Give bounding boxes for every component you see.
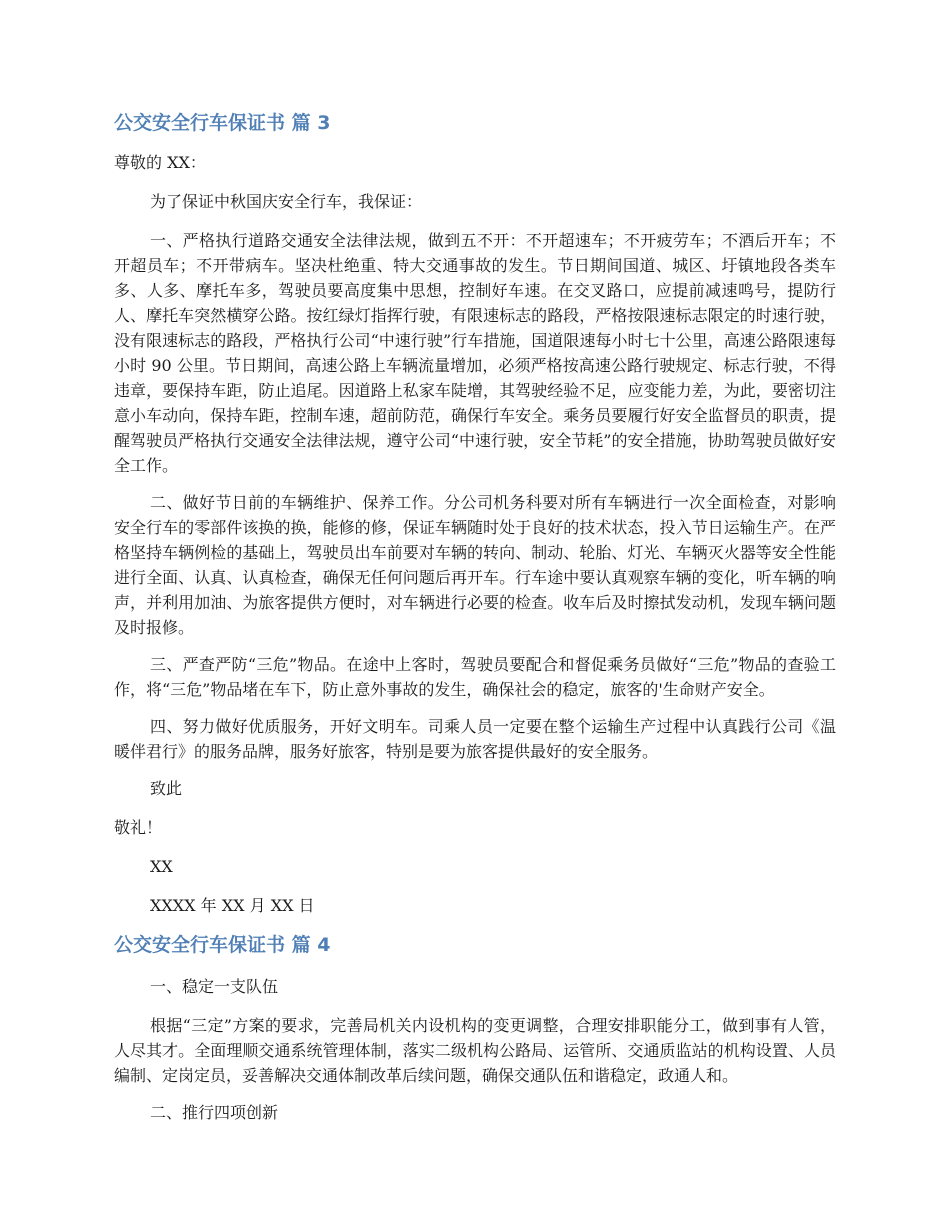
regards-line: 敬礼！ <box>114 818 163 837</box>
section-3-title: 公交安全行车保证书 篇 3 <box>114 112 331 134</box>
signature: XX <box>150 857 173 876</box>
section-4-item-2: 二、推行四项创新 <box>150 1103 279 1122</box>
section-4-title: 公交安全行车保证书 篇 4 <box>114 934 331 956</box>
paragraph-4: 四、努力做好优质服务，开好文明车。司乘人员一定要在整个运输生产过程中认真践行公司《温暖伴君行》的服务品牌，服务好旅客，特别是要为旅客提供最好的安全服务。 <box>114 717 836 761</box>
document-page <box>114 110 836 1139</box>
section-4-item-1: 一、稳定一支队伍 <box>150 977 279 996</box>
paragraph-2: 二、做好节日前的车辆维护、保养工作。分公司机务科要对所有车辆进行一次全面检查，对影响安全行车的零部件该换的换，能修的修，保证车辆随时处于良好的技术状态，投入节日运输生产。在严格坚持车辆例检的基础上，驾驶员出车前要对车辆的转向、制动、轮胎、灯光、车辆灭火器等安全性能进行全面、认真、认真检查，确保无任何问题后再开车。行车途中要认真观察车辆的变化，听车辆的响声，并利用加油、为旅客提供方便时，对车辆进行必要的检查。收车后及时擦拭发动机，发现车辆问题及时报修。 <box>114 493 836 637</box>
section-4-paragraph-1: 根据“三定”方案的要求，完善局机关内设机构的变更调整，合理安排职能分工，做到事有人管，人尽其才。全面理顺交通系统管理体制，落实二级机构公路局、运管所、交通质监站的机构设置、人员编制、定岗定员，妥善解决交通体制改革后续问题，确保交通队伍和谐稳定，政通人和。 <box>114 1016 836 1085</box>
date-line: XXXX 年 XX 月 XX 日 <box>150 896 315 915</box>
intro-paragraph: 为了保证中秋国庆安全行车，我保证： <box>150 192 423 211</box>
closing-line: 致此 <box>150 779 183 798</box>
salutation: 尊敬的 XX： <box>114 153 206 172</box>
paragraph-1: 一、严格执行道路交通安全法律法规，做到五不开：不开超速车；不开疲劳车；不酒后开车；不开超员车；不开带病车。坚决杜绝重、特大交通事故的发生。节日期间国道、城区、圩镇地段各类车多、人多、摩托车多，驾驶员要高度集中思想，控制好车速。在交叉路口，应提前减速鸣号，提防行人、摩托车突然横穿公路。按红绿灯指挥行驶，有限速标志的路段，严格按限速标志限定的时速行驶，没有限速标志的路段，严格执行公司“中速行驶”行车措施，国道限速每小时七十公里，高速公路限速每小时 90 公里。节日期间，高速公路上车辆流量增加，必须严格按高速公路行驶规定、标志行驶，不得违章，要保持车距，防止追尾。因道路上私家车陡增，其驾驶经验不足，应变能力差，为此，要密切注意小车动向，保持车距，控制车速，超前防范，确保行车安全。乘务员要履行好安全监督员的职责，提醒驾驶员严格执行交通安全法律法规，遵守公司“中速行驶，安全节耗”的安全措施，协助驾驶员做好安全工作。 <box>114 231 836 475</box>
paragraph-3: 三、严查严防“三危”物品。在途中上客时，驾驶员要配合和督促乘务员做好“三危”物品的查验工作，将“三危”物品堵在车下，防止意外事故的发生，确保社会的稳定，旅客的'生命财产安全。 <box>114 655 836 699</box>
